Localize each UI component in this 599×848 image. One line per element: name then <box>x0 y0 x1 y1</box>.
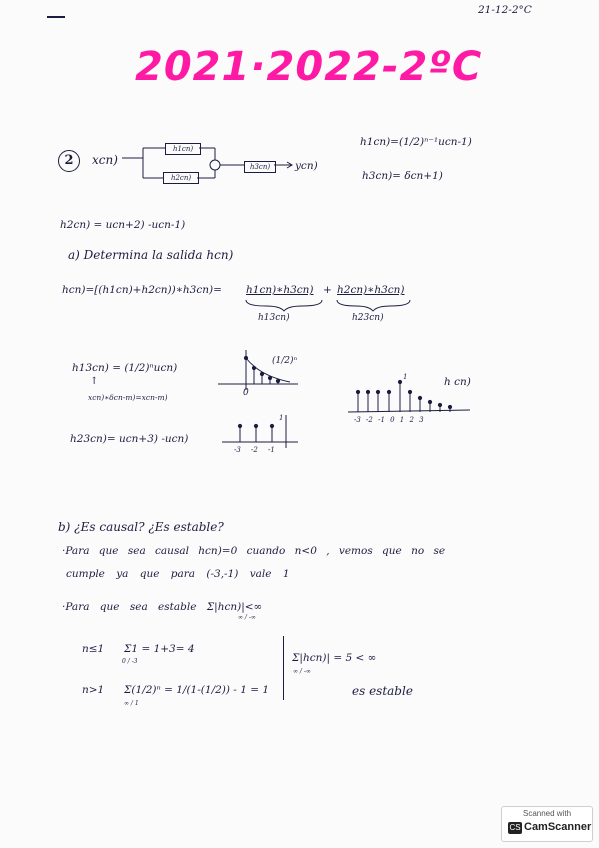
part-a-heading: a) Determina la salida hcn) <box>68 248 234 262</box>
problem-number: 2 <box>64 153 74 168</box>
h2-definition: h2cn) = ucn+2) -ucn-1) <box>60 219 186 231</box>
shift-arrow: ↑ <box>90 376 99 387</box>
equation-term1: h1cn)∗h3cn) <box>246 284 314 296</box>
scanned-with-text: Scanned with <box>522 809 572 818</box>
causal-line-2: cumple ya que para (-3,-1) vale 1 <box>66 568 290 580</box>
plot3-top: 1 <box>403 373 408 381</box>
page-title: 2021·2022-2ºC <box>135 44 483 90</box>
plot1-label: (1/2)ⁿ <box>272 356 298 366</box>
h1-definition: h1cn)=(1/2)ⁿ⁻¹ucn-1) <box>360 136 472 148</box>
h13-definition: h13cn) = (1/2)ⁿucn) <box>72 362 178 374</box>
equation-term2: h2cn)∗h3cn) <box>337 284 405 296</box>
shift-note: xcn)∗δcn-m)=xcn-m) <box>88 393 168 402</box>
stable-limits: ∞ / -∞ <box>238 614 256 621</box>
case2-label: n>1 <box>82 684 105 696</box>
plot2-top: 1 <box>279 414 284 422</box>
plot2-tick-1: -3 <box>234 446 241 454</box>
part-b-heading: b) ¿Es causal? ¿Es estable? <box>58 520 224 534</box>
camscanner-logo-icon: CS <box>509 823 521 832</box>
diagram-output: ycn) <box>295 160 318 172</box>
block-h2: h2cn) <box>163 172 199 184</box>
case1-limits: 0 / -3 <box>122 658 138 665</box>
conclusion: es estable <box>352 684 413 698</box>
plot1-tick: 0 <box>243 388 249 398</box>
label-h23: h23cn) <box>352 313 384 323</box>
case1-label: n≤1 <box>82 643 105 655</box>
equation-plus: + <box>323 284 332 296</box>
equation-left: hcn)=[(h1cn)+h2cn))∗h3cn)= <box>62 284 222 296</box>
camscanner-text: CamScanner <box>524 821 592 833</box>
h23-definition: h23cn)= ucn+3) -ucn) <box>70 433 189 445</box>
plot3-label: h cn) <box>444 376 471 388</box>
plot2-tick-2: -2 <box>251 446 258 454</box>
plot3-ticks: -3 -2 -1 0 1 2 3 <box>354 416 424 424</box>
plot2-tick-3: -1 <box>268 446 275 454</box>
block-h1: h1cn) <box>165 143 201 155</box>
date: 21-12-2°C <box>478 4 532 16</box>
case2-sum: Σ(1/2)ⁿ = 1/(1-(1/2)) - 1 = 1 <box>124 684 270 696</box>
case2-limits: ∞ / 1 <box>124 700 139 707</box>
camscanner-badge <box>501 806 593 842</box>
vertical-divider <box>283 636 284 700</box>
diagram-input: xcn) <box>92 153 118 167</box>
label-h13: h13cn) <box>258 313 290 323</box>
total-limits: ∞ / -∞ <box>293 668 311 675</box>
case1-sum: Σ1 = 1+3= 4 <box>124 643 195 655</box>
block-h3: h3cn) <box>244 161 276 173</box>
stable-line: ·Para que sea estable Σ|hcn)|<∞ <box>62 601 263 613</box>
causal-line-1: ·Para que sea causal hcn)=0 cuando n<0 , vemos que no se <box>62 545 446 557</box>
total-sum: Σ|hcn)| = 5 < ∞ <box>292 652 377 664</box>
h3-definition: h3cn)= δcn+1) <box>362 170 443 182</box>
